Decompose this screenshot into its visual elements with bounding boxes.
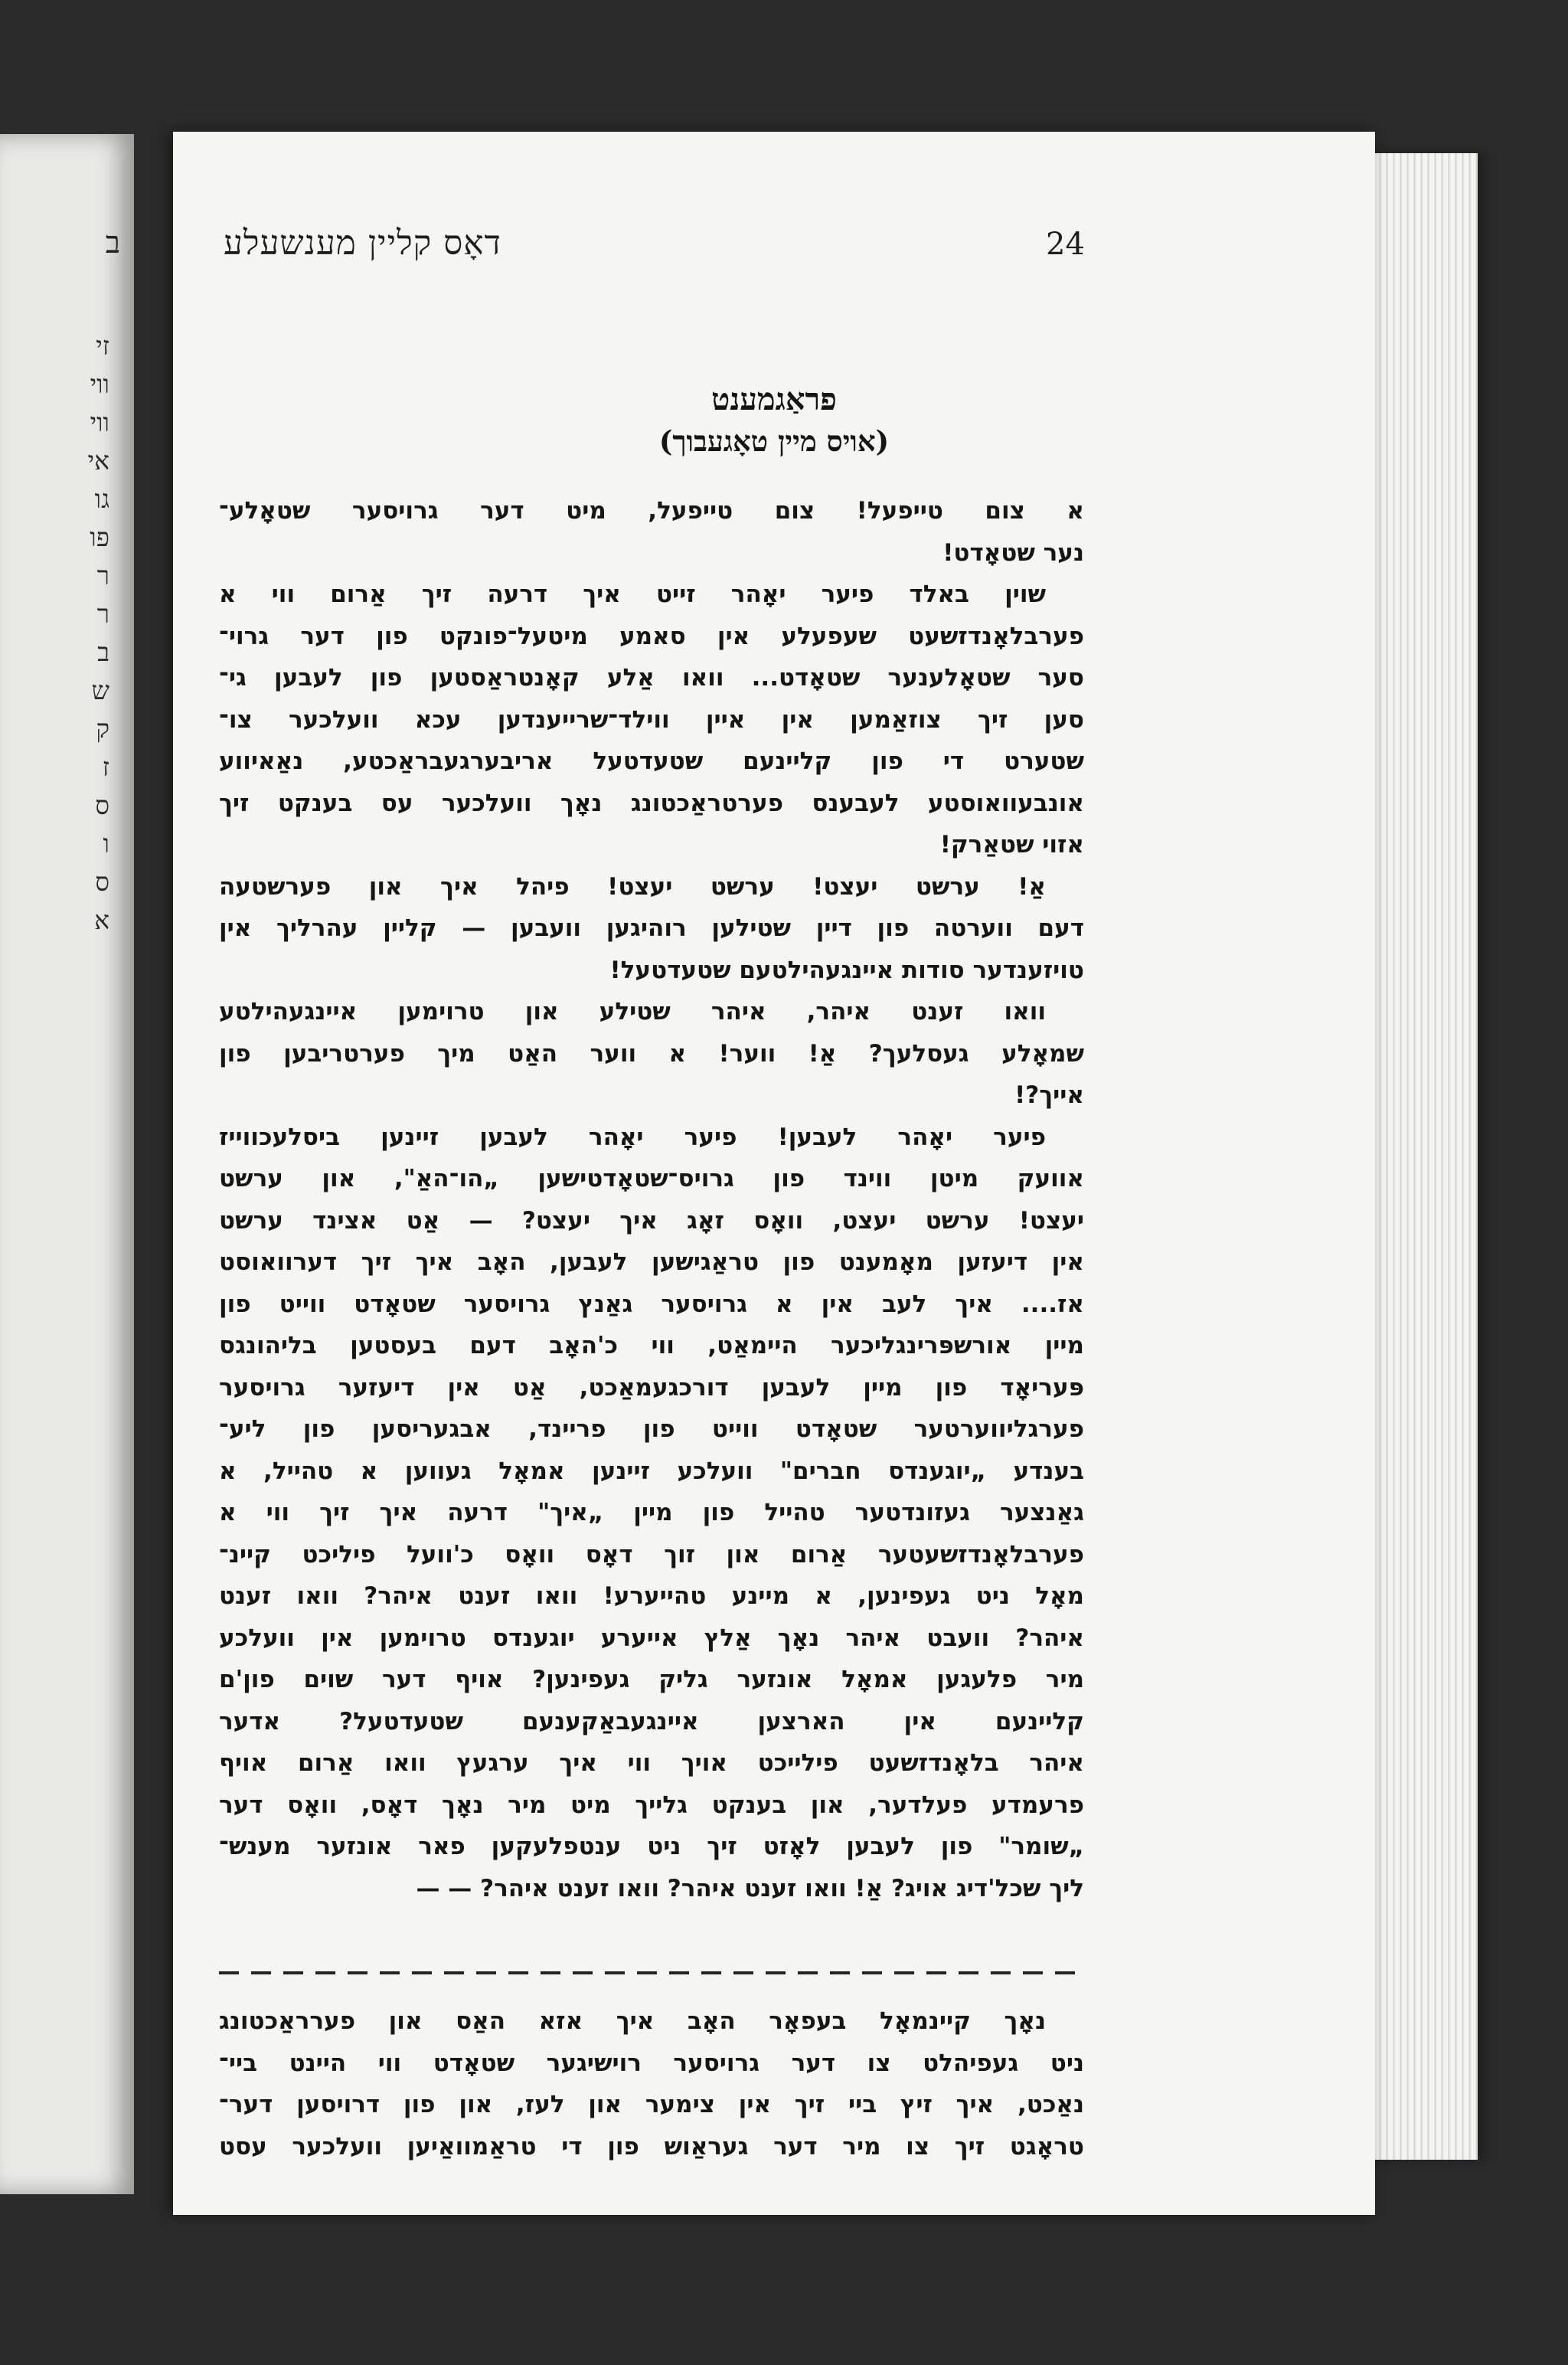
facing-page-line: ר <box>96 599 109 629</box>
facing-page-line: ב <box>97 637 109 667</box>
facing-page-line: ס <box>95 790 109 820</box>
text-line: סען זיך צוזאַמען אין איין ווילד־שרייענדען עכא וועלכער צו־ <box>219 705 1084 734</box>
facing-page-line: ווי <box>90 407 109 437</box>
text-line: פיער יאָהר לעבען! פיער יאָהר לעבען זיינען ביסלעכווייז <box>219 1123 1046 1151</box>
body-text <box>219 490 1084 1909</box>
text-line: אוועק מיטן ווינד פון גרויס־שטאָדטישען „הו־האַ", און ערשט <box>219 1165 1084 1192</box>
facing-page-line: ס <box>95 867 109 897</box>
page-header <box>173 224 1375 285</box>
text-line: אַ! ערשט יעצט! ערשט יעצט! פיהל איך און פערשטעה <box>219 872 1046 901</box>
text-line: איהר בלאָנדזשעט פילייכט אויך ווי איך ערגעץ וואו אַרום אויף <box>219 1749 1084 1777</box>
text-line: מיר פלעגען אמאָל אונזער גליק געפינען? אויף דער שוים פון'ם <box>219 1666 1084 1693</box>
facing-page-line: גו <box>94 484 109 514</box>
text-line: יעצט! ערשט יעצט, וואָס זאָג איך יעצט? — אַט אצינד ערשט <box>219 1206 1084 1235</box>
text-line: גאַנצער געזונדטער טהייל פון מיין „איך" דרעה איך זיך ווי א <box>219 1499 1084 1526</box>
text-line: טראָגט זיך צו מיר דער געראַוש פון די טראַמוואַיען וועלכער עסט <box>219 2132 1084 2161</box>
text-line: נאַכט, איך זיץ ביי זיך אין צימער און לעז, און פון דרויסען דער־ <box>219 2091 1084 2118</box>
facing-page-line: ו <box>103 829 109 859</box>
section-subtitle: (אויס מיין טאָגעבוך) <box>658 424 890 458</box>
section-title-block <box>173 378 1375 461</box>
text-line: קליינעם אין הארצען איינגעבאַקענעם שטעדטעל? אדער <box>219 1707 1084 1735</box>
text-line: שטערט די פון קליינעם שטעדטעל אריבערגעבראַכטע, נאַאיווע <box>219 747 1084 775</box>
book-page <box>173 132 1375 2215</box>
text-line: ניט געפיהלט צו דער גרויסער רוישיגער שטאָדט ווי היינט ביי־ <box>219 2049 1084 2077</box>
text-line: פערגליווערטער שטאָדט ווייט פון פריינד, אבגעריסען פון ליע־ <box>219 1415 1084 1443</box>
text-line: אז.... איך לעב אין א גרויסער גאַנץ גרויסער שטאָדט ווייט פון <box>219 1290 1084 1318</box>
facing-page-line: ר <box>96 561 109 590</box>
facing-page <box>0 134 134 2194</box>
dashed-separator <box>219 1971 1084 1974</box>
text-line: נאָך קיינמאָל בעפאָר האָב איך אזא האַס און פערראַכטונג <box>219 2007 1046 2035</box>
text-line: „שומר" פון לעבען לאָזט זיך ניט ענטפלעקען פאר אונזער מענש־ <box>219 1833 1084 1860</box>
text-line: פרעמדע פעלדער, און בענקט גלייך מיט מיר נאָך דאָס, וואָס דער <box>219 1791 1084 1819</box>
text-line: פערבלאָנדזשעט שעפעלע אין סאמע מיטעל־פונקט פון דער גרוי־ <box>219 622 1084 650</box>
text-line: טויזענדער סודות איינגעהילטעם שטעדטעל! <box>609 956 1084 984</box>
facing-page-line: ש <box>91 675 109 705</box>
text-line: נער שטאָדט! <box>942 538 1084 567</box>
text-line: מאָל ניט געפינען, א מיינע טהייערע! וואו זענט איהר? וואו זענט <box>219 1582 1084 1610</box>
facing-page-line: זי <box>96 331 109 361</box>
text-line: דעם ווערטה פון דיין שטילען רוהיגען וועבען — קליין עהרליך אין <box>219 914 1084 942</box>
text-line: א צום טייפעל! צום טייפעל, מיט דער גרויסער שטאָלע־ <box>219 497 1084 525</box>
text-line: מיין אורשפּרינגליכער היימאַט, ווי כ'האָב דעם בעסטען בליהונגס <box>219 1332 1084 1359</box>
facing-page-line: פו <box>90 522 109 552</box>
text-line: וואו זענט איהר, איהר שטילע און טרוימען איינגעהילטע <box>219 998 1046 1025</box>
text-line: פּעריאָד פון מיין לעבען דורכגעמאַכט, אַט אין דיעזער גרויסער <box>219 1373 1084 1402</box>
text-line: פערבלאָנדזשעטער אַרום און זוך דאָס וואָס כ'וועל פיליכט קיינ־ <box>219 1540 1084 1568</box>
facing-page-line: א <box>94 905 109 935</box>
running-head: דאָס קליין מענשעלע <box>224 224 501 263</box>
facing-page-line: ז <box>102 752 109 782</box>
text-line: אזוי שטאַרק! <box>939 831 1084 859</box>
facing-page-text-column <box>0 327 126 940</box>
facing-page-line: ק <box>96 714 109 744</box>
text-line: סער שטאָלענער שטאָדט... וואו אַלע קאָנטראַסטען פון לעבען גי־ <box>219 664 1084 692</box>
facing-page-running-head: ב <box>105 225 120 260</box>
text-line: שוין באלד פיער יאָהר זייט איך דרעה זיך אַרום ווי א <box>219 581 1046 608</box>
body-text-continued <box>219 2000 1084 2167</box>
facing-page-line: ווי <box>90 369 109 399</box>
text-line: שמאָלע געסלעך? אַ! ווער! א ווער האַט מיך פערטריבען פון <box>219 1039 1084 1068</box>
text-line: אין דיעזען מאָמענט פון טראַגישען לעבען, האָב איך זיך דערוואוסט <box>219 1248 1084 1276</box>
text-line: בענדע „יוגענדס חברים" וועלכע זיינען אמאָל געווען א טהייל, א <box>219 1457 1084 1485</box>
text-line: איהר? וועבט איהר נאָך אַלץ אייערע יוגענדס טרוימען אין וועלכע <box>219 1624 1084 1652</box>
facing-page-line: אי <box>87 446 109 476</box>
text-line: אייך?! <box>1014 1081 1084 1109</box>
text-line: אונבעוואוסטע לעבענס פערטראַכטונג נאָך וועלכער עס בענקט זיך <box>219 789 1084 817</box>
section-title: פראַגמענט <box>711 381 837 417</box>
page-number: 24 <box>1046 227 1085 262</box>
text-line: ליך שכל'דיג אויג? אַ! וואו זענט איהר? וואו זענט איהר? — — <box>416 1874 1084 1902</box>
